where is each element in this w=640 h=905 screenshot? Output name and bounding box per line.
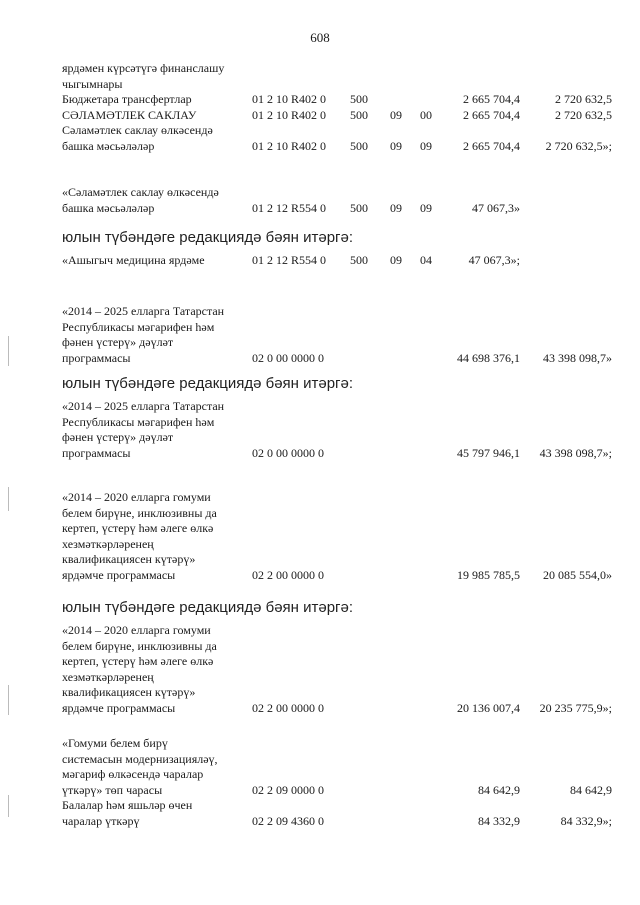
item-name: хезмәткәрләренең [62, 536, 154, 551]
section-code: 09 [390, 253, 402, 267]
table-row [0, 335, 640, 350]
table-row [0, 736, 640, 751]
item-name: «Ашыгыч медицина ярдәме [62, 253, 205, 267]
table-row [0, 752, 640, 767]
subsection-code: 09 [420, 138, 432, 153]
item-name: чыгымнары [62, 76, 123, 91]
amount-year-1: 47 067,3» [472, 200, 520, 215]
item-name: мәгариф өлкәсендә чаралар [62, 767, 204, 781]
amount-year-1: 2 665 704,4 [463, 92, 520, 106]
item-name: квалификациясен күтәрү» [62, 685, 196, 699]
table-row [0, 798, 640, 813]
item-name: хезмәткәрләренең [62, 669, 154, 684]
table-row [0, 552, 640, 567]
item-name: «2014 – 2020 елларга гомуми [62, 490, 211, 504]
amount-year-2: 20 085 554,0» [543, 567, 612, 582]
item-name: чаралар үткәрү [62, 813, 140, 828]
table-row [0, 446, 640, 461]
scan-mark [8, 685, 9, 715]
item-name: квалификациясен күтәрү» [62, 552, 196, 566]
page-number: 608 [310, 30, 330, 45]
budget-code: 01 2 12 R554 0 [252, 200, 327, 215]
table-row [0, 351, 640, 366]
item-name: системасын модернизацияләү, [62, 751, 218, 766]
item-name: башка мәсьәләләр [62, 138, 155, 153]
amount-year-1: 84 642,9 [478, 782, 520, 797]
expense-type: 500 [350, 253, 368, 267]
amount-year-2: 2 720 632,5 [555, 92, 612, 106]
budget-code: 02 2 00 0000 0 [252, 700, 324, 715]
amount-year-2: 84 332,9»; [560, 813, 612, 828]
scan-mark [8, 336, 9, 366]
amount-year-1: 45 797 946,1 [457, 445, 520, 460]
table-row [0, 537, 640, 552]
item-name: ярдәмче программасы [62, 700, 176, 715]
budget-code: 02 2 09 4360 0 [252, 813, 324, 828]
table-row [0, 521, 640, 536]
item-name: фәнен үстерү» дәүләт [62, 430, 174, 444]
table-row [0, 253, 640, 268]
item-name: программасы [62, 445, 131, 460]
item-name: Республикасы мәгарифен һәм [62, 414, 215, 429]
item-name: «2014 – 2025 елларга Татарстан [62, 304, 225, 318]
table-row [0, 399, 640, 414]
table-row [0, 92, 640, 107]
amount-year-1: 44 698 376,1 [457, 350, 520, 365]
item-name: «2014 – 2025 елларга Татарстан [62, 399, 225, 413]
item-name: кертеп, үстерү һәм әлеге өлкә [62, 654, 214, 668]
budget-code: 02 0 00 0000 0 [252, 350, 324, 365]
table-row [0, 185, 640, 200]
scan-mark [8, 795, 9, 817]
redaction-heading: юлын түбәндәге редакциядә бәян итәргә: [62, 599, 354, 616]
amount-year-2: 43 398 098,7»; [539, 445, 612, 460]
amount-year-2: 84 642,9 [570, 782, 612, 797]
item-name: кертеп, үстерү һәм әлеге өлкә [62, 521, 214, 535]
amount-year-2: 2 720 632,5»; [545, 138, 612, 153]
amount-year-1: 84 332,9 [478, 813, 520, 828]
table-row [0, 77, 640, 92]
budget-code: 01 2 10 R402 0 [252, 92, 327, 106]
redaction-heading: юлын түбәндәге редакциядә бәян итәргә: [62, 375, 354, 392]
budget-code: 02 2 09 0000 0 [252, 782, 324, 797]
table-row [0, 670, 640, 685]
table-row [0, 123, 640, 138]
budget-code: 02 2 00 0000 0 [252, 567, 324, 582]
table-row [0, 304, 640, 319]
table-row [0, 490, 640, 505]
table-row [0, 430, 640, 445]
item-name: белем бирүне, инклюзивны да [62, 505, 217, 520]
item-name: «Гомуми белем бирү [62, 736, 168, 750]
item-name: «2014 – 2020 елларга гомуми [62, 623, 211, 637]
item-name: программасы [62, 350, 131, 365]
amount-year-2: 20 235 775,9»; [539, 700, 612, 715]
amount-year-1: 2 665 704,4 [463, 107, 520, 122]
item-name: үткәрү» төп чарасы [62, 782, 163, 797]
budget-code: 02 0 00 0000 0 [252, 445, 324, 460]
subsection-code: 09 [420, 200, 432, 215]
table-row [0, 201, 640, 216]
table-row [0, 814, 640, 829]
redaction-heading: юлын түбәндәге редакциядә бәян итәргә: [62, 229, 354, 246]
subsection-code: 00 [420, 107, 432, 122]
table-row [0, 685, 640, 700]
amount-year-2: 2 720 632,5 [555, 107, 612, 122]
item-name: фәнен үстерү» дәүләт [62, 335, 174, 349]
section-code: 09 [390, 107, 402, 122]
expense-type: 500 [350, 107, 368, 122]
budget-code: 01 2 12 R554 0 [252, 253, 327, 267]
item-name: ярдәмче программасы [62, 567, 176, 582]
table-row [0, 623, 640, 638]
subsection-code: 04 [420, 253, 432, 267]
item-name: ярдәмен күрсәтүгә финанслашу [62, 61, 225, 75]
section-code: 09 [390, 200, 402, 215]
table-row [0, 568, 640, 583]
item-name: «Сәламәтлек саклау өлкәсендә [62, 185, 219, 199]
item-name: башка мәсьәләләр [62, 200, 155, 215]
table-row [0, 320, 640, 335]
table-row [0, 654, 640, 669]
amount-year-1: 47 067,3»; [468, 253, 520, 267]
scan-mark [8, 487, 9, 511]
amount-year-1: 19 985 785,5 [457, 567, 520, 582]
table-row [0, 61, 640, 76]
table-row [0, 415, 640, 430]
table-row [0, 783, 640, 798]
item-name: Сәламәтлек саклау өлкәсендә [62, 123, 213, 137]
amount-year-1: 20 136 007,4 [457, 700, 520, 715]
item-name: Балалар һәм яшьләр өчен [62, 798, 193, 812]
item-name: белем бирүне, инклюзивны да [62, 638, 217, 653]
table-row [0, 767, 640, 782]
table-row [0, 506, 640, 521]
section-code: 09 [390, 138, 402, 153]
budget-code: 01 2 10 R402 0 [252, 138, 327, 153]
budget-code: 01 2 10 R402 0 [252, 107, 327, 122]
expense-type: 500 [350, 200, 368, 215]
amount-year-2: 43 398 098,7» [543, 350, 612, 365]
table-row [0, 639, 640, 654]
expense-type: 500 [350, 92, 368, 106]
table-row [0, 108, 640, 123]
amount-year-1: 2 665 704,4 [463, 138, 520, 153]
table-row [0, 701, 640, 716]
expense-type: 500 [350, 138, 368, 153]
table-row [0, 139, 640, 154]
item-name: Республикасы мәгарифен һәм [62, 319, 215, 334]
item-name: Бюджетара трансфертлар [62, 92, 192, 106]
item-name: СӘЛАМӘТЛЕК САКЛАУ [62, 107, 197, 122]
